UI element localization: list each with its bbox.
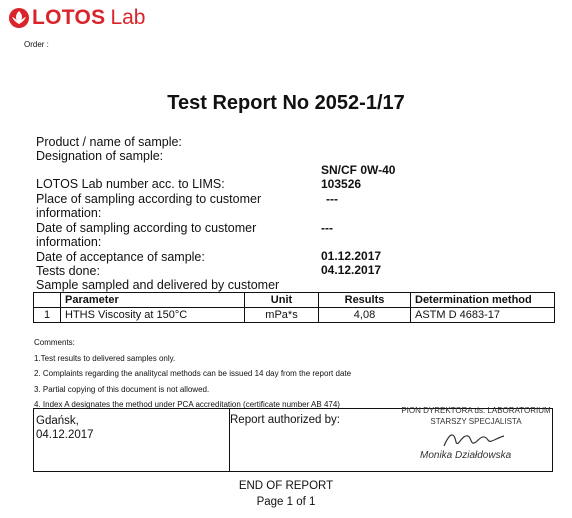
comments-heading: Comments: xyxy=(34,338,75,347)
comment-item: 1.Test results to delivered samples only. xyxy=(34,353,176,363)
product-label: Product / name of sample: xyxy=(36,135,182,149)
col-header-unit: Unit xyxy=(245,293,319,308)
cell-index: 1 xyxy=(34,308,61,323)
lotos-flower-icon xyxy=(8,7,30,29)
comment-item: 2. Complaints regarding the analitycal methods can be issued 14 day from the report date xyxy=(34,369,352,378)
brand-name: LOTOS xyxy=(32,6,106,29)
place-date-block xyxy=(36,414,94,442)
table-header-row xyxy=(34,293,555,308)
comment-item: 4. Index A designates the method under PCA accreditation (certificate number AB 474) xyxy=(34,400,340,409)
stamp-line-1: PION DYREKTORA ds. LABORATORIUM xyxy=(401,406,551,415)
acceptance-label: Date of acceptance of sample: xyxy=(36,250,205,264)
acceptance-value: 01.12.2017 xyxy=(321,249,382,263)
lims-label: LOTOS Lab number acc. to LIMS: xyxy=(36,177,225,191)
lims-value: 103526 xyxy=(321,177,362,191)
designation-value: SN/CF 0W-40 xyxy=(321,163,396,177)
designation-label: Designation of sample: xyxy=(36,149,164,163)
authorized-label: Report authorized by: xyxy=(230,414,340,426)
cell-method: ASTM D 4683-17 xyxy=(411,308,555,323)
cell-unit: mPa*s xyxy=(245,308,319,323)
place-label-2: information: xyxy=(36,206,102,220)
report-date: 04.12.2017 xyxy=(36,429,94,441)
col-header-parameter: Parameter xyxy=(61,293,245,308)
col-header-index xyxy=(34,293,61,308)
date-sampling-value: --- xyxy=(321,221,333,235)
comments-section xyxy=(34,335,351,413)
end-of-report: END OF REPORT xyxy=(238,480,334,492)
place-value: --- xyxy=(326,192,338,206)
col-header-method: Determination method xyxy=(411,293,555,308)
brand-suffix: Lab xyxy=(110,6,146,29)
order-label: Order : xyxy=(24,40,49,49)
col-header-results: Results xyxy=(319,293,411,308)
report-title: Test Report No 2052-1/17 xyxy=(167,92,405,114)
comment-item: 3. Partial copying of this document is not allowed. xyxy=(34,384,210,394)
handwritten-signature xyxy=(440,428,510,452)
stamp-line-2: STARSZY SPECJALISTA xyxy=(430,417,522,426)
cell-result: 4,08 xyxy=(319,308,411,323)
city: Gdańsk, xyxy=(36,415,79,427)
lotos-lab-logo xyxy=(8,6,146,30)
page-number: Page 1 of 1 xyxy=(256,496,316,508)
cell-parameter: HTHS Viscosity at 150°C xyxy=(61,308,245,323)
official-stamp xyxy=(396,405,556,427)
tests-done-label: Tests done: xyxy=(36,264,100,278)
signatory-name: Monika Działdowska xyxy=(420,450,512,461)
tests-done-value: 04.12.2017 xyxy=(321,263,382,277)
results-table xyxy=(33,292,555,323)
sampled-note: Sample sampled and delivered by customer xyxy=(36,278,280,292)
date-sampling-label-2: information: xyxy=(36,235,102,249)
place-label-1: Place of sampling according to customer xyxy=(36,192,262,206)
table-row xyxy=(34,308,555,323)
date-sampling-label-1: Date of sampling according to customer xyxy=(36,221,257,235)
